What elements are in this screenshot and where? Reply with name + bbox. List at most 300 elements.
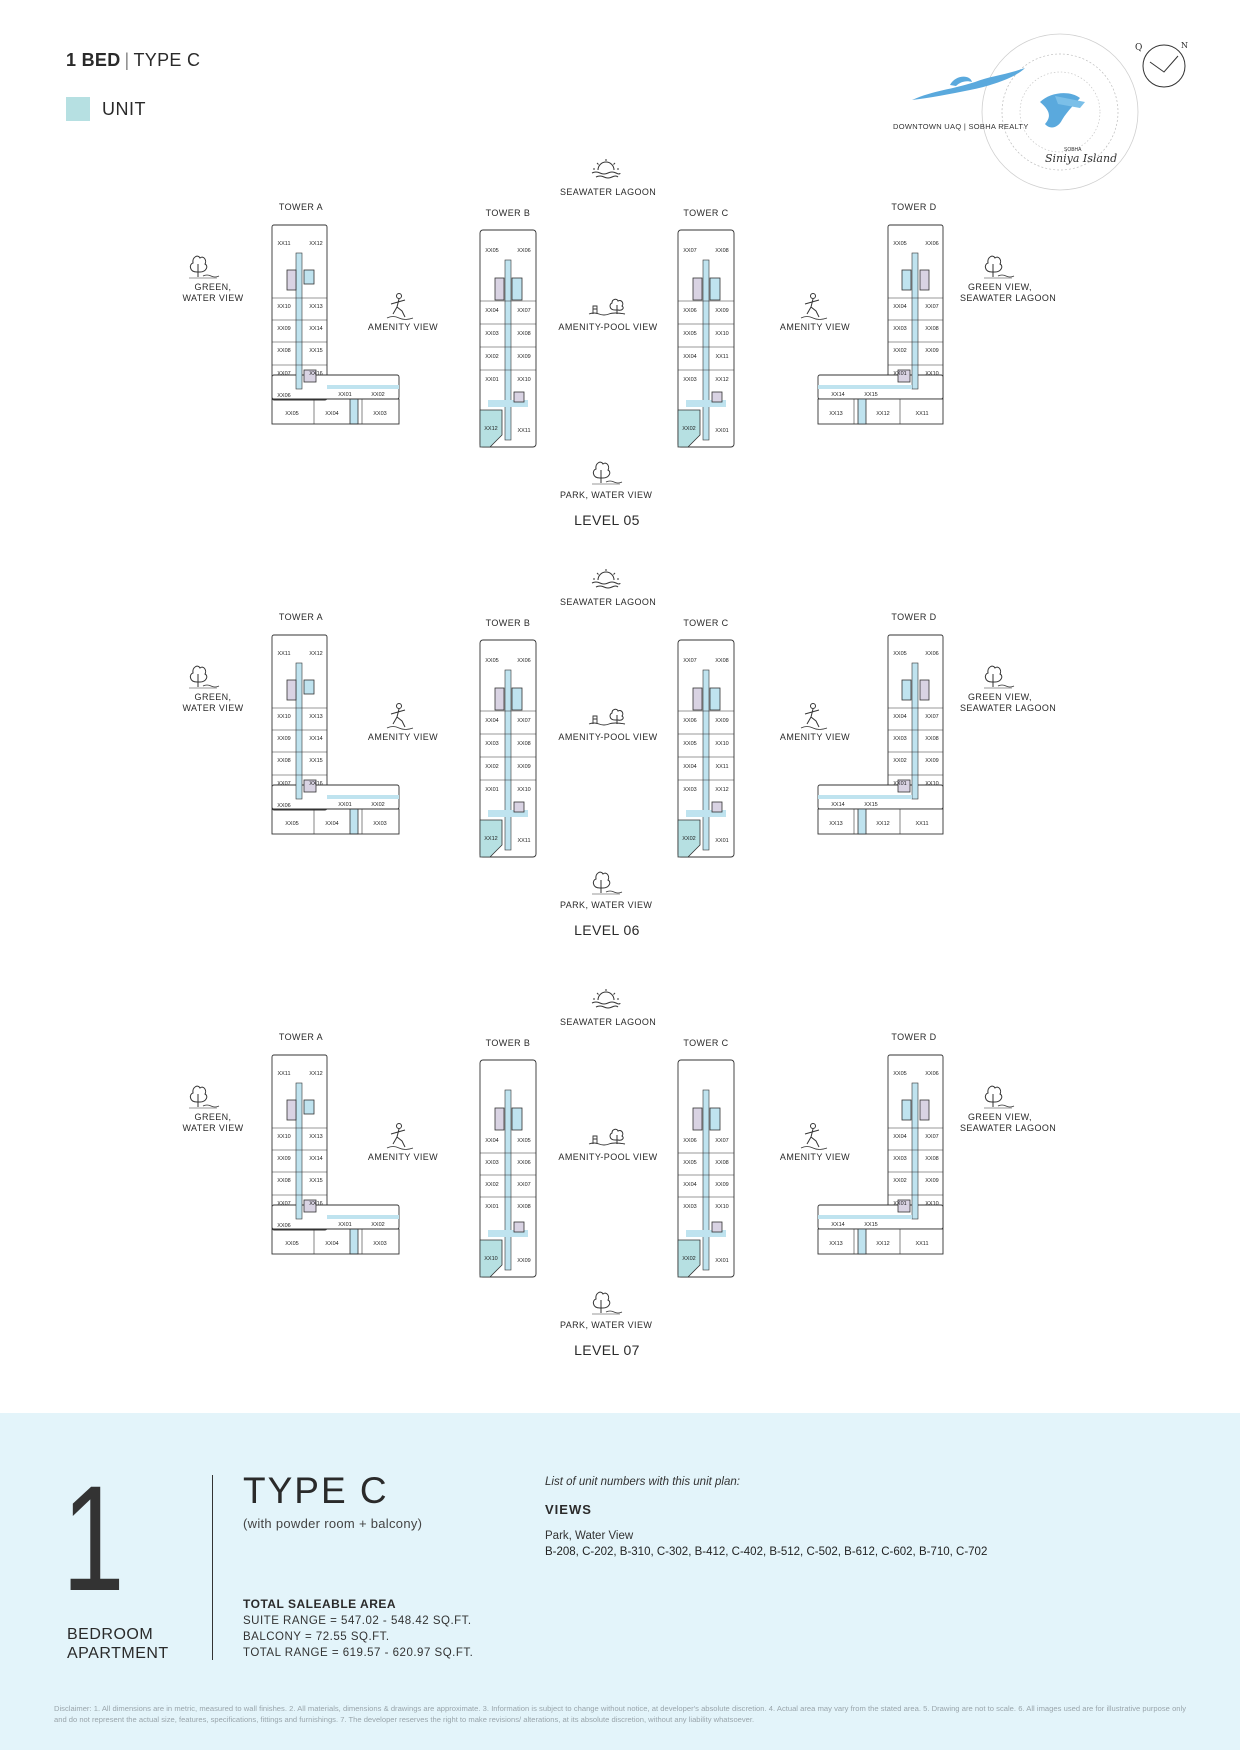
corridor-highlight <box>858 1229 866 1254</box>
unit-number: XX03 <box>683 787 697 793</box>
unit-number: XX01 <box>715 428 729 434</box>
unit-number: XX15 <box>309 348 323 354</box>
view-label-seawater: SEAWATER LAGOON <box>560 1017 657 1027</box>
core <box>920 270 929 290</box>
unit-number: XX05 <box>893 1071 907 1077</box>
corridor <box>296 253 302 389</box>
corridor <box>703 1090 709 1270</box>
unit-number: XX13 <box>309 304 323 310</box>
unit-number: XX15 <box>864 1222 878 1228</box>
corridor-highlight <box>304 270 314 284</box>
unit-number: XX07 <box>925 304 939 310</box>
suite-range: SUITE RANGE = 547.02 - 548.42 SQ.FT. <box>243 1615 472 1627</box>
unit-number: XX06 <box>277 1223 291 1229</box>
core <box>287 680 296 700</box>
unit-number: XX07 <box>277 371 291 377</box>
legend <box>66 97 146 121</box>
unit-number: XX08 <box>925 326 939 332</box>
legend-swatch <box>66 97 90 121</box>
corridor <box>505 260 511 440</box>
corridor <box>505 1090 511 1270</box>
unit-number: XX02 <box>893 758 907 764</box>
unit-number: XX10 <box>277 1134 291 1140</box>
tree-icon <box>588 458 624 486</box>
unit-number: XX12 <box>715 787 729 793</box>
view-label-green-sea-2: SEAWATER LAGOON <box>960 703 1057 713</box>
unit-number: XX04 <box>325 411 339 417</box>
unit-number: XX04 <box>683 764 697 770</box>
unit-number: XX05 <box>285 411 299 417</box>
core <box>495 278 504 300</box>
view-label-green-sea-2: SEAWATER LAGOON <box>960 293 1057 303</box>
view-label-amenity-left: AMENITY VIEW <box>367 322 439 332</box>
unit-number: XX10 <box>517 787 531 793</box>
view-label-green-2: WATER VIEW <box>182 1123 244 1133</box>
core <box>693 278 702 300</box>
corridor-highlight <box>512 278 522 300</box>
unit-number: XX12 <box>484 836 498 842</box>
unit-number: XX11 <box>715 764 729 770</box>
disclaimer: Disclaimer: 1. All dimensions are in metric, measured to wall finishes. 2. All materials, dimensions & drawings are approximate. 3. Information is subject to change without notice, at developer's absolute discretion. 4. Actual area may vary from the stated area. 5. Drawing are not to scale. 6. All images used are for illustrative purpose only and do not represent the actual size, features, specifications, fittings and furnishings. 7. The developer reserves the right to make revisions/ alterations, at its absolute discretion, without any liability whatsoever. <box>54 1704 1186 1724</box>
unit-number: XX04 <box>683 354 697 360</box>
core <box>920 680 929 700</box>
unit-number: XX06 <box>683 308 697 314</box>
area-heading: TOTAL SALEABLE AREA <box>243 1597 397 1611</box>
unit-number: XX07 <box>715 1138 729 1144</box>
unit-number: XX04 <box>485 1138 499 1144</box>
unit-number: XX09 <box>277 1156 291 1162</box>
view-label-green-sea-1: GREEN VIEW, <box>968 1112 1032 1122</box>
unit-number: XX09 <box>517 1258 531 1264</box>
unit-number: XX09 <box>277 736 291 742</box>
level-07-plan <box>0 980 1240 1380</box>
tree-icon <box>588 868 624 896</box>
unit-number: XX12 <box>876 411 890 417</box>
info-panel <box>0 1413 1240 1750</box>
unit-number: XX09 <box>517 354 531 360</box>
tower-b-label: TOWER B <box>485 208 531 218</box>
unit-number: XX06 <box>517 248 531 254</box>
views-unit-list: B-208, C-202, B-310, C-302, B-412, C-402, B-512, C-502, B-612, C-602, B-710, C-702 <box>545 1546 988 1558</box>
unit-number: XX02 <box>485 764 499 770</box>
unit-number: XX08 <box>517 1204 531 1210</box>
unit-number: XX06 <box>683 718 697 724</box>
tower-d-label: TOWER D <box>891 612 937 622</box>
view-label-green-2: WATER VIEW <box>182 703 244 713</box>
compass-q-label: Q <box>1135 43 1143 53</box>
unit-number: XX06 <box>277 393 291 399</box>
corridor-highlight <box>304 1100 314 1114</box>
unit-number: XX10 <box>715 331 729 337</box>
unit-number: XX08 <box>925 1156 939 1162</box>
unit-number: XX14 <box>309 1156 323 1162</box>
unit-number: XX16 <box>309 371 323 377</box>
view-label-green-sea-1: GREEN VIEW, <box>968 692 1032 702</box>
unit-number: XX12 <box>876 821 890 827</box>
unit-number: XX14 <box>831 802 845 808</box>
level-title: LEVEL 06 <box>574 922 640 938</box>
unit-number: XX10 <box>517 377 531 383</box>
unit-number: XX16 <box>309 1201 323 1207</box>
tower-d-label: TOWER D <box>891 202 937 212</box>
level-title: LEVEL 07 <box>574 1342 640 1358</box>
unit-number: XX10 <box>715 1204 729 1210</box>
logo-brand: SOBHA <box>1064 147 1082 153</box>
unit-number: XX06 <box>925 241 939 247</box>
unit-number: XX07 <box>925 1134 939 1140</box>
tower-a-label: TOWER A <box>278 1032 324 1042</box>
unit-number: XX06 <box>517 658 531 664</box>
apartment-label-line1: BEDROOM <box>67 1626 154 1643</box>
unit-number: XX02 <box>893 348 907 354</box>
corridor <box>327 795 399 799</box>
unit-number: XX01 <box>893 371 907 377</box>
unit-number: XX05 <box>893 241 907 247</box>
unit-number: XX04 <box>683 1182 697 1188</box>
logo-caption: DOWNTOWN UAQ | SOBHA REALTY <box>893 122 1029 131</box>
unit-number: XX14 <box>309 326 323 332</box>
unit-number: XX07 <box>683 248 697 254</box>
unit-number: XX01 <box>338 392 352 398</box>
unit-number: XX07 <box>683 658 697 664</box>
unit-number: XX08 <box>277 758 291 764</box>
pool-icon <box>587 296 627 318</box>
unit-number: XX01 <box>338 1222 352 1228</box>
unit-number: XX10 <box>925 781 939 787</box>
unit-number: XX04 <box>325 1241 339 1247</box>
unit-number: XX03 <box>683 377 697 383</box>
unit-number: XX07 <box>517 1182 531 1188</box>
unit-number: XX11 <box>915 411 929 417</box>
unit-number: XX09 <box>925 348 939 354</box>
core <box>287 1100 296 1120</box>
unit-number: XX06 <box>925 1071 939 1077</box>
level-title: LEVEL 05 <box>574 512 640 528</box>
core <box>287 270 296 290</box>
corridor <box>703 260 709 440</box>
corridor <box>296 1083 302 1219</box>
view-label-amenity-left: AMENITY VIEW <box>367 732 439 742</box>
bed-label: 1 BED <box>66 50 121 70</box>
unit-number: XX08 <box>277 1178 291 1184</box>
unit-number: XX11 <box>715 354 729 360</box>
unit-number: XX02 <box>485 1182 499 1188</box>
core <box>514 392 524 402</box>
unit-number: XX09 <box>925 758 939 764</box>
unit-number: XX07 <box>517 308 531 314</box>
unit-number: XX03 <box>485 331 499 337</box>
unit-number: XX02 <box>485 354 499 360</box>
unit-number: XX04 <box>893 304 907 310</box>
amenity-icon <box>385 292 415 320</box>
tower-b-label: TOWER B <box>485 1038 531 1048</box>
unit-number: XX08 <box>715 248 729 254</box>
unit-number: XX08 <box>925 736 939 742</box>
unit-number: XX09 <box>715 1182 729 1188</box>
unit-number: XX13 <box>829 821 843 827</box>
unit-number: XX11 <box>277 1071 291 1077</box>
unit-number: XX08 <box>715 658 729 664</box>
corridor-highlight <box>710 688 720 710</box>
unit-number: XX15 <box>309 758 323 764</box>
view-label-green-1: GREEN, <box>194 1112 232 1122</box>
unit-number: XX04 <box>893 1134 907 1140</box>
unit-number: XX07 <box>925 714 939 720</box>
tower-d-label: TOWER D <box>891 1032 937 1042</box>
unit-number: XX07 <box>517 718 531 724</box>
tree-icon <box>980 1082 1016 1110</box>
type-title: TYPE C <box>243 1470 389 1511</box>
unit-number: XX14 <box>831 1222 845 1228</box>
corridor <box>912 253 918 389</box>
tower-c-label: TOWER C <box>683 618 729 628</box>
unit-number: XX04 <box>485 718 499 724</box>
unit-number: XX02 <box>682 426 696 432</box>
balcony-area: BALCONY = 72.55 SQ.FT. <box>243 1631 390 1643</box>
tower-a-label: TOWER A <box>278 202 324 212</box>
unit-number: XX13 <box>309 714 323 720</box>
sun-water-icon <box>590 158 622 180</box>
corridor-highlight <box>304 680 314 694</box>
unit-number: XX02 <box>682 836 696 842</box>
core <box>693 688 702 710</box>
amenity-icon <box>385 1122 415 1150</box>
unit-number: XX09 <box>517 764 531 770</box>
unit-number: XX05 <box>517 1138 531 1144</box>
view-label-green-2: WATER VIEW <box>182 293 244 303</box>
core <box>495 688 504 710</box>
tower-a-label: TOWER A <box>278 612 324 622</box>
unit-number: XX03 <box>893 326 907 332</box>
apartment-label <box>67 1625 169 1663</box>
unit-number: XX10 <box>277 714 291 720</box>
core <box>712 392 722 402</box>
view-label-seawater: SEAWATER LAGOON <box>560 597 657 607</box>
sun-water-icon <box>590 568 622 590</box>
pool-icon <box>587 1126 627 1148</box>
unit-number: XX14 <box>309 736 323 742</box>
unit-number: XX15 <box>864 392 878 398</box>
tree-icon <box>588 1288 624 1316</box>
corridor-highlight <box>512 1108 522 1130</box>
unit-number: XX02 <box>371 802 385 808</box>
unit-number: XX01 <box>485 787 499 793</box>
unit-number: XX11 <box>517 428 531 434</box>
unit-number: XX07 <box>277 1201 291 1207</box>
unit-number: XX09 <box>277 326 291 332</box>
tree-icon <box>980 662 1016 690</box>
corridor <box>912 663 918 799</box>
core <box>514 802 524 812</box>
unit-number: XX12 <box>484 426 498 432</box>
unit-number: XX08 <box>277 348 291 354</box>
unit-number: XX03 <box>373 821 387 827</box>
unit-number: XX10 <box>277 304 291 310</box>
unit-number: XX06 <box>683 1138 697 1144</box>
amenity-icon <box>799 292 829 320</box>
unit-number: XX03 <box>893 736 907 742</box>
view-label-amenity-right: AMENITY VIEW <box>779 322 851 332</box>
corridor-highlight <box>902 270 911 290</box>
unit-number: XX14 <box>831 392 845 398</box>
compass-n-label: N <box>1181 41 1188 50</box>
unit-number: XX05 <box>683 1160 697 1166</box>
unit-number: XX13 <box>829 1241 843 1247</box>
unit-number: XX03 <box>485 1160 499 1166</box>
view-label-amenity-pool: AMENITY-POOL VIEW <box>558 1152 658 1162</box>
view-label-amenity-right: AMENITY VIEW <box>779 732 851 742</box>
unit-number: XX11 <box>277 241 291 247</box>
unit-number: XX05 <box>485 658 499 664</box>
tree-icon <box>185 252 221 280</box>
unit-number: XX06 <box>517 1160 531 1166</box>
unit-number: XX09 <box>715 718 729 724</box>
corridor-highlight <box>512 688 522 710</box>
corridor-highlight <box>350 809 358 834</box>
tower-c-label: TOWER C <box>683 1038 729 1048</box>
corridor <box>327 385 399 389</box>
unit-number: XX01 <box>715 1258 729 1264</box>
unit-number: XX11 <box>517 838 531 844</box>
view-label-amenity-left: AMENITY VIEW <box>367 1152 439 1162</box>
corridor-highlight <box>710 278 720 300</box>
corridor <box>912 1083 918 1219</box>
apartment-label-line2: APARTMENT <box>67 1645 169 1662</box>
view-label-green-sea-2: SEAWATER LAGOON <box>960 1123 1057 1133</box>
unit-list-intro: List of unit numbers with this unit plan: <box>545 1476 740 1488</box>
unit-number: XX11 <box>915 1241 929 1247</box>
unit-number: XX01 <box>485 1204 499 1210</box>
unit-number: XX10 <box>484 1256 498 1262</box>
core <box>514 1222 524 1232</box>
view-label-park: PARK, WATER VIEW <box>560 900 653 910</box>
unit-number: XX03 <box>373 1241 387 1247</box>
corridor-highlight <box>858 809 866 834</box>
unit-number: XX10 <box>925 371 939 377</box>
unit-number: XX10 <box>925 1201 939 1207</box>
corridor <box>327 1215 399 1219</box>
corridor <box>296 663 302 799</box>
unit-number: XX05 <box>893 651 907 657</box>
level-06-plan <box>0 560 1240 960</box>
page-title <box>66 50 200 71</box>
unit-number: XX04 <box>485 308 499 314</box>
view-label-amenity-pool: AMENITY-POOL VIEW <box>558 322 658 332</box>
core <box>712 1222 722 1232</box>
unit-number: XX05 <box>285 821 299 827</box>
views-heading: VIEWS <box>545 1502 592 1517</box>
unit-number: XX15 <box>864 802 878 808</box>
unit-number: XX03 <box>373 411 387 417</box>
unit-number: XX03 <box>485 741 499 747</box>
core <box>693 1108 702 1130</box>
legend-label: UNIT <box>102 98 146 119</box>
corridor <box>818 795 912 799</box>
unit-number: XX03 <box>893 1156 907 1162</box>
unit-number: XX11 <box>915 821 929 827</box>
unit-number: XX04 <box>325 821 339 827</box>
amenity-icon <box>799 1122 829 1150</box>
tree-icon <box>185 662 221 690</box>
unit-number: XX01 <box>715 838 729 844</box>
view-label-park: PARK, WATER VIEW <box>560 1320 653 1330</box>
tower-c-label: TOWER C <box>683 208 729 218</box>
unit-number: XX08 <box>715 1160 729 1166</box>
amenity-icon <box>799 702 829 730</box>
unit-number: XX09 <box>925 1178 939 1184</box>
unit-number: XX05 <box>683 331 697 337</box>
corridor <box>818 1215 912 1219</box>
logo-script: Siniya Island <box>1045 152 1118 165</box>
unit-number: XX02 <box>371 1222 385 1228</box>
unit-number: XX07 <box>277 781 291 787</box>
corridor-highlight <box>902 1100 911 1120</box>
core <box>712 802 722 812</box>
total-range: TOTAL RANGE = 619.57 - 620.97 SQ.FT. <box>243 1647 474 1659</box>
unit-number: XX05 <box>285 1241 299 1247</box>
unit-number: XX05 <box>683 741 697 747</box>
unit-number: XX06 <box>925 651 939 657</box>
unit-number: XX12 <box>309 1071 323 1077</box>
unit-number: XX04 <box>893 714 907 720</box>
corridor-highlight <box>858 399 866 424</box>
corridor <box>818 385 912 389</box>
corridor <box>703 670 709 850</box>
unit-number: XX15 <box>309 1178 323 1184</box>
type-subtitle: (with powder room + balcony) <box>243 1516 423 1531</box>
unit-number: XX12 <box>309 241 323 247</box>
pool-icon <box>587 706 627 728</box>
corridor <box>505 670 511 850</box>
unit-number: XX01 <box>893 781 907 787</box>
amenity-icon <box>385 702 415 730</box>
view-label-green-1: GREEN, <box>194 692 232 702</box>
view-label-green-1: GREEN, <box>194 282 232 292</box>
view-label-amenity-pool: AMENITY-POOL VIEW <box>558 732 658 742</box>
tree-icon <box>185 1082 221 1110</box>
unit-number: XX02 <box>682 1256 696 1262</box>
tower-b-label: TOWER B <box>485 618 531 628</box>
info-divider <box>212 1475 213 1660</box>
corridor-highlight <box>902 680 911 700</box>
view-label-amenity-right: AMENITY VIEW <box>779 1152 851 1162</box>
core <box>495 1108 504 1130</box>
corridor-highlight <box>350 1229 358 1254</box>
view-label-green-sea-1: GREEN VIEW, <box>968 282 1032 292</box>
unit-number: XX12 <box>309 651 323 657</box>
unit-number: XX12 <box>715 377 729 383</box>
core <box>920 1100 929 1120</box>
unit-number: XX10 <box>715 741 729 747</box>
type-label: TYPE C <box>133 50 201 70</box>
level-05-plan <box>0 150 1240 550</box>
sun-water-icon <box>590 988 622 1010</box>
corridor-highlight <box>350 399 358 424</box>
view-label-park: PARK, WATER VIEW <box>560 490 653 500</box>
views-subheading: Park, Water View <box>545 1530 634 1542</box>
unit-number: XX01 <box>893 1201 907 1207</box>
unit-number: XX08 <box>517 741 531 747</box>
unit-number: XX01 <box>485 377 499 383</box>
unit-number: XX08 <box>517 331 531 337</box>
unit-number: XX13 <box>309 1134 323 1140</box>
unit-number: XX12 <box>876 1241 890 1247</box>
title-separator: | <box>124 50 130 70</box>
unit-number: XX02 <box>893 1178 907 1184</box>
unit-number: XX03 <box>683 1204 697 1210</box>
bedroom-count: 1 <box>62 1454 125 1622</box>
corridor-highlight <box>710 1108 720 1130</box>
